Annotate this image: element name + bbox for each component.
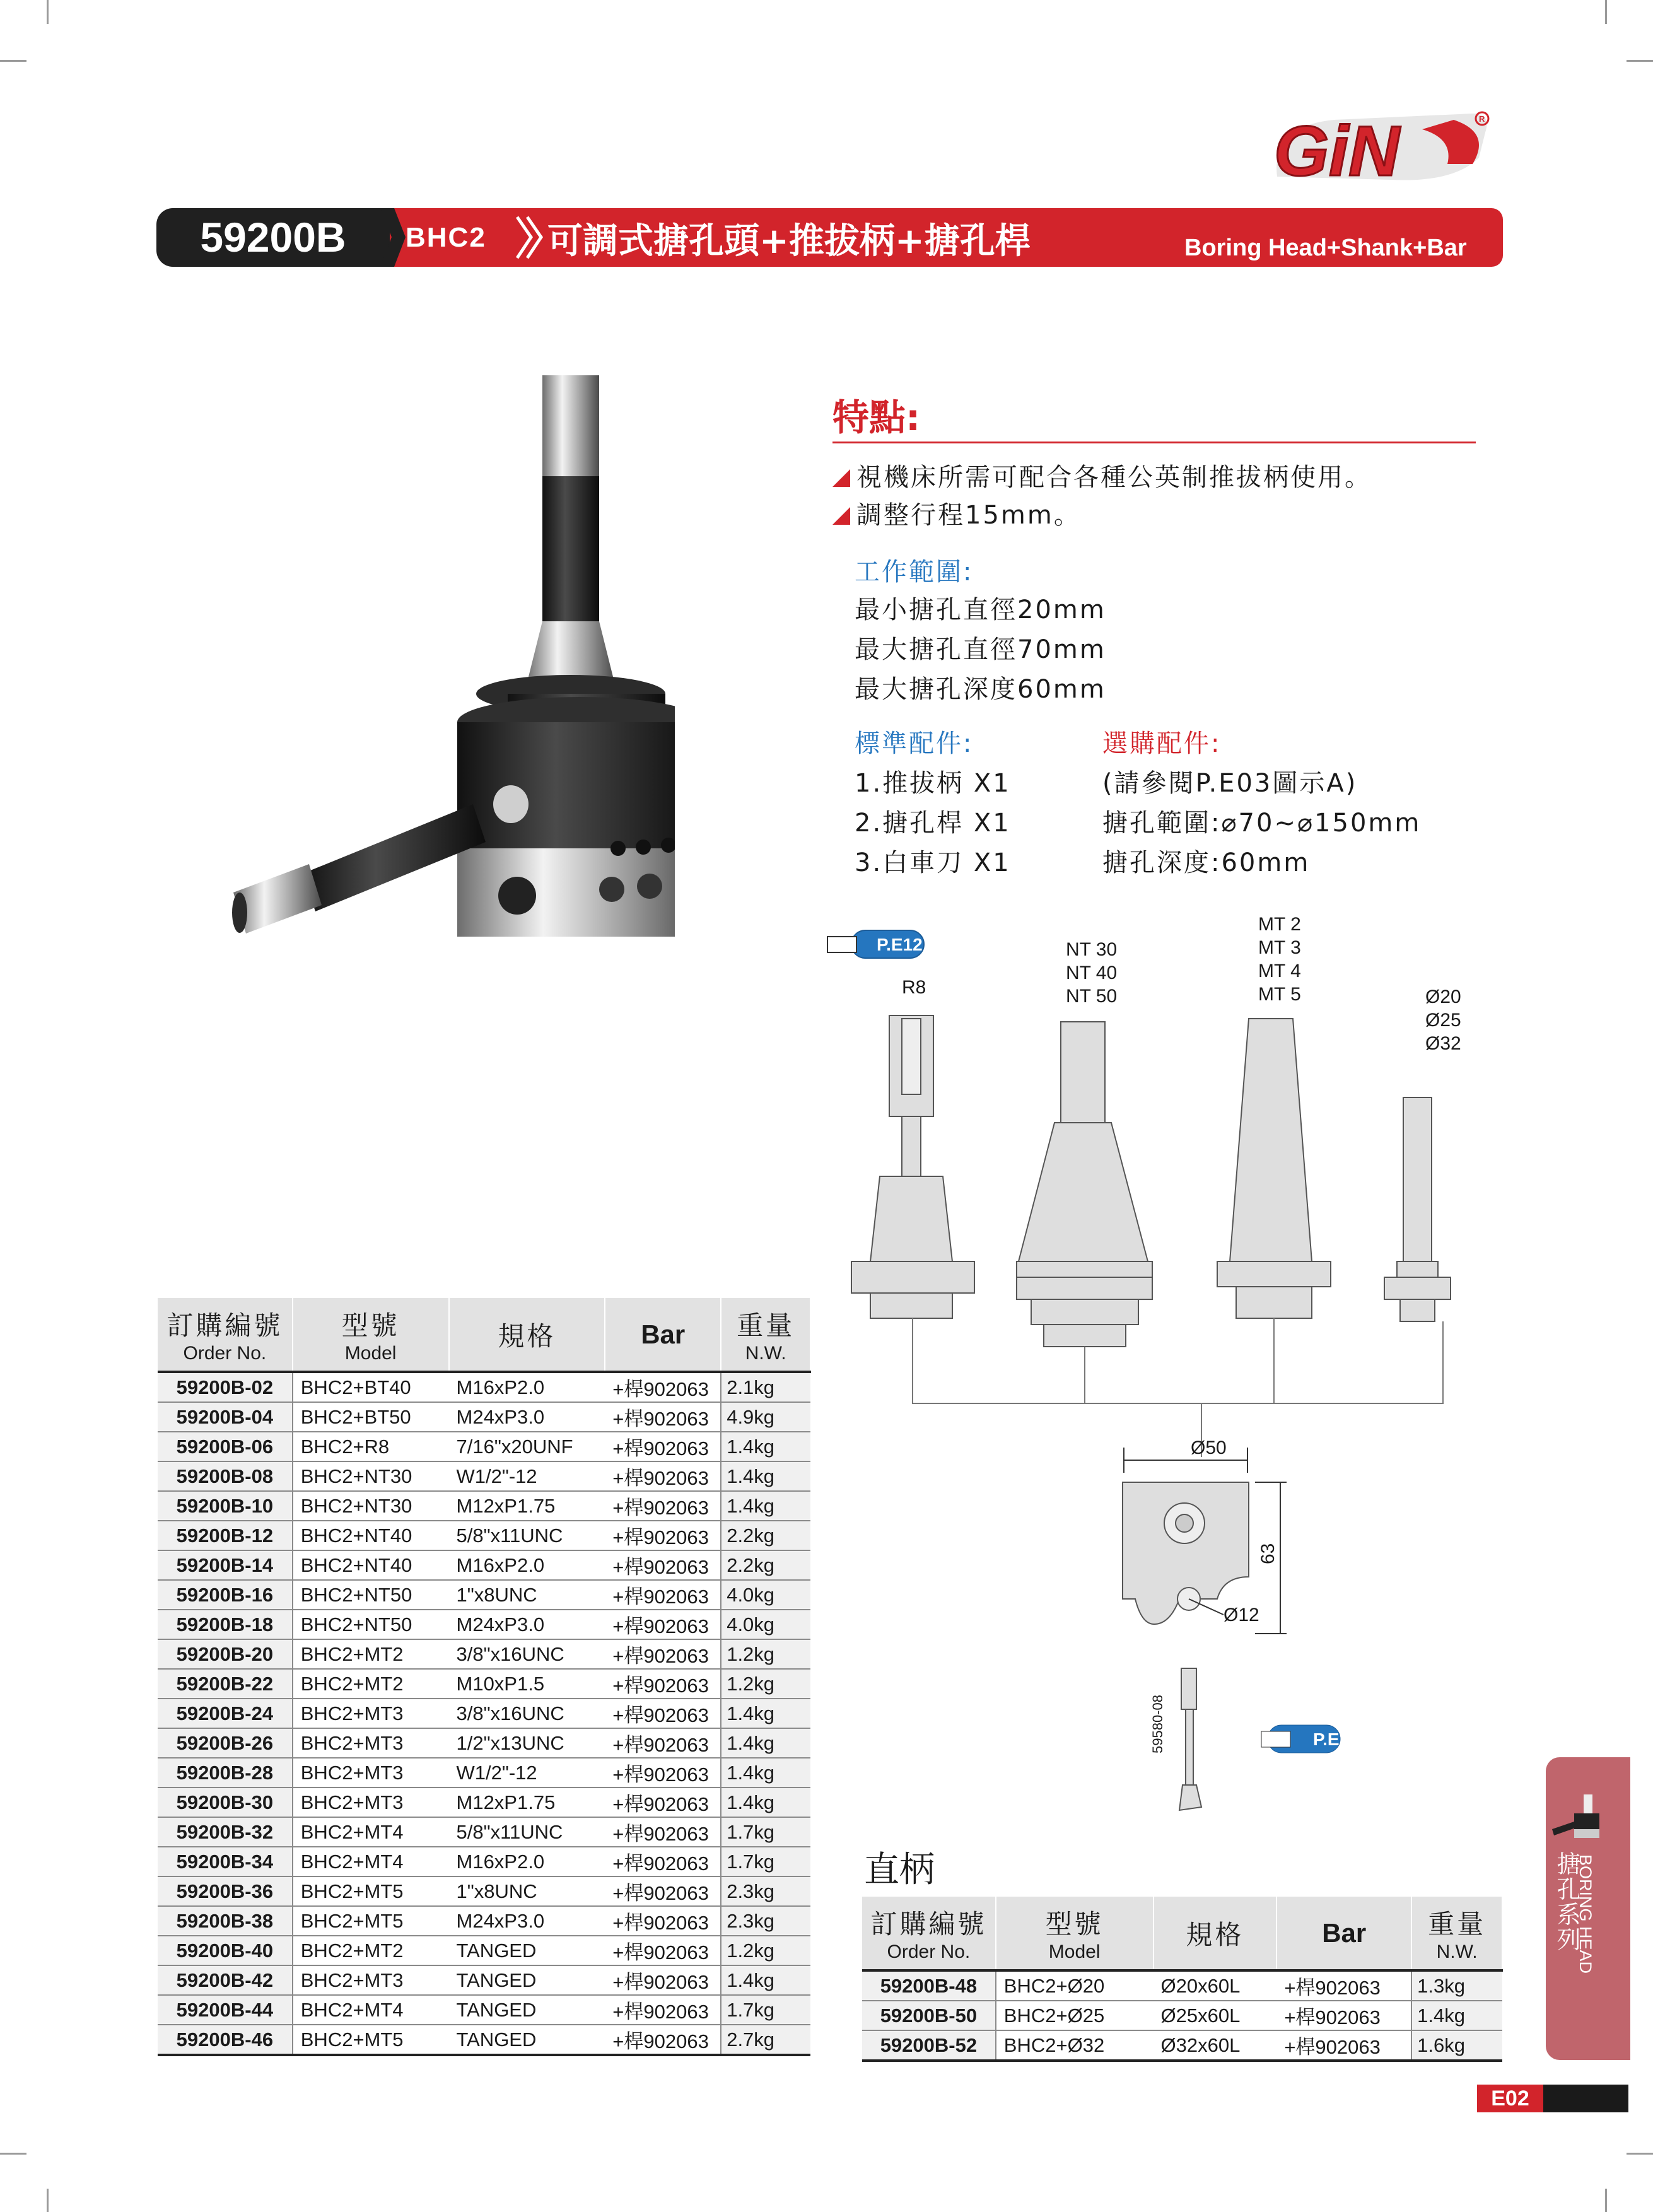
shank-label-straight: Ø32: [1425, 1033, 1461, 1054]
order-no-cell: 59200B-08: [158, 1461, 293, 1491]
page-number: E02: [1477, 2085, 1543, 2112]
standard-accessory: 3.白車刀 X1: [855, 848, 1011, 877]
table-row: [158, 1965, 810, 1995]
side-tab-english: BORING HEAD: [1576, 1854, 1595, 1974]
table-row: [862, 2030, 1502, 2061]
order-no-cell: 59200B-50: [862, 2001, 996, 2030]
spec-cell: W1/2"-12: [449, 1461, 605, 1491]
page-ref-e12: P.E12: [877, 935, 923, 954]
title-banner: [156, 208, 1503, 267]
weight-cell: 1.6kg: [1411, 2030, 1502, 2061]
bar-cell: +桿902063: [1276, 2001, 1411, 2030]
standard-accessories-title: 標準配件:: [855, 729, 974, 758]
order-no-cell: 59200B-10: [158, 1491, 293, 1521]
order-no-cell: 59200B-14: [158, 1550, 293, 1580]
model-cell: BHC2+NT40: [293, 1550, 449, 1580]
table-row: [158, 1817, 810, 1847]
page-ref-e26: P.E26: [1313, 1729, 1359, 1749]
spec-cell: TANGED: [449, 2025, 605, 2055]
shank-label-nt: NT 30: [1066, 939, 1118, 960]
table-row: [158, 1432, 810, 1461]
bar-cell: +桿902063: [605, 1847, 721, 1876]
feature-bullet: 視機床所需可配合各種公英制推拔柄使用。: [832, 457, 1372, 493]
weight-cell: 2.7kg: [721, 2025, 810, 2055]
weight-cell: 4.9kg: [721, 1402, 810, 1432]
model-cell: BHC2+MT2: [293, 1936, 449, 1965]
shank-label-straight: Ø20: [1425, 986, 1461, 1007]
shank-label-mt: MT 5: [1258, 984, 1301, 1005]
weight-cell: 1.4kg: [721, 1965, 810, 1995]
table-row: [158, 1610, 810, 1639]
bar-cell: +桿902063: [605, 1491, 721, 1521]
bar-cell: +桿902063: [605, 1758, 721, 1788]
spec-cell: Ø32x60L: [1154, 2030, 1277, 2061]
weight-cell: 2.2kg: [721, 1550, 810, 1580]
weight-cell: 4.0kg: [721, 1610, 810, 1639]
page-ref-badge: [1261, 1725, 1359, 1753]
optional-accessory: (請參閱P.E03圖示A): [1102, 769, 1358, 798]
spec-cell: M24xP3.0: [449, 1402, 605, 1432]
order-no-cell: 59200B-34: [158, 1847, 293, 1876]
col-bar: Bar: [605, 1298, 721, 1372]
bar-cell: +桿902063: [605, 1610, 721, 1639]
col-spec: 規格: [1154, 1897, 1277, 1970]
col-weight: 重量 N.W.: [721, 1298, 810, 1372]
double-chevron-icon: [515, 214, 546, 260]
feature-bullet: 調整行程15mm。: [832, 495, 1081, 531]
model-cell: BHC2+MT2: [293, 1669, 449, 1699]
spec-cell: W1/2"-12: [449, 1758, 605, 1788]
weight-cell: 1.7kg: [721, 1817, 810, 1847]
crop-mark: [1605, 2189, 1607, 2212]
crop-mark: [1627, 2153, 1653, 2155]
bar-code: 59580-08: [1150, 1695, 1165, 1753]
weight-cell: 1.2kg: [721, 1669, 810, 1699]
shank-label-straight: Ø25: [1425, 1010, 1461, 1031]
bar-cell: +桿902063: [605, 1372, 721, 1402]
title-english: Boring Head+Shank+Bar: [1184, 235, 1467, 261]
bar-cell: +桿902063: [605, 1699, 721, 1728]
bar-cell: +桿902063: [605, 1550, 721, 1580]
spec-cell: 1"x8UNC: [449, 1876, 605, 1906]
col-order-no: 訂購編號 Order No.: [862, 1897, 996, 1970]
table-row: [862, 2001, 1502, 2030]
col-spec: 規格: [449, 1298, 605, 1372]
table-row: [158, 1995, 810, 2025]
model-cell: BHC2+MT3: [293, 1758, 449, 1788]
dim-height: 63: [1258, 1543, 1278, 1564]
weight-cell: 2.3kg: [721, 1906, 810, 1936]
weight-cell: 1.4kg: [721, 1758, 810, 1788]
weight-cell: 2.3kg: [721, 1876, 810, 1906]
bar-cell: +桿902063: [605, 1580, 721, 1610]
order-no-cell: 59200B-46: [158, 2025, 293, 2055]
model-cell: BHC2+MT5: [293, 1906, 449, 1936]
spec-cell: 1"x8UNC: [449, 1580, 605, 1610]
title-chinese: 可調式搪孔頭+推拔柄+搪孔桿: [547, 221, 1031, 262]
dim-width: Ø50: [1191, 1437, 1227, 1458]
brand-logo: [1265, 101, 1498, 196]
table-row: [158, 1788, 810, 1817]
weight-cell: 1.7kg: [721, 1847, 810, 1876]
table-row: [158, 1906, 810, 1936]
side-tab-chinese: 搪孔系列: [1553, 1851, 1580, 1952]
order-no-cell: 59200B-24: [158, 1699, 293, 1728]
model-cell: BHC2+NT30: [293, 1461, 449, 1491]
model-cell: BHC2+R8: [293, 1432, 449, 1461]
weight-cell: 1.4kg: [721, 1461, 810, 1491]
order-no-cell: 59200B-44: [158, 1995, 293, 2025]
bar-cell: +桿902063: [605, 1965, 721, 1995]
weight-cell: 4.0kg: [721, 1580, 810, 1610]
product-model: BHC2: [406, 222, 486, 253]
order-no-cell: 59200B-48: [862, 1970, 996, 2001]
dim-bore: Ø12: [1224, 1605, 1259, 1625]
col-model: 型號 Model: [996, 1897, 1154, 1970]
table-row: [158, 1758, 810, 1788]
bar-cell: +桿902063: [605, 1432, 721, 1461]
spec-cell: 1/2"x13UNC: [449, 1728, 605, 1758]
spec-cell: Ø25x60L: [1154, 2001, 1277, 2030]
model-cell: BHC2+MT3: [293, 1699, 449, 1728]
order-no-cell: 59200B-52: [862, 2030, 996, 2061]
spec-cell: M16xP2.0: [449, 1372, 605, 1402]
order-no-cell: 59200B-30: [158, 1788, 293, 1817]
order-no-cell: 59200B-06: [158, 1432, 293, 1461]
optional-accessories-title: 選購配件:: [1102, 729, 1222, 758]
crop-mark: [47, 2189, 49, 2212]
bar-cell: +桿902063: [605, 1906, 721, 1936]
model-cell: BHC2+MT3: [293, 1728, 449, 1758]
spec-cell: 3/8"x16UNC: [449, 1699, 605, 1728]
svg-text:R: R: [1479, 114, 1485, 124]
bar-cell: +桿902063: [605, 1669, 721, 1699]
order-no-cell: 59200B-28: [158, 1758, 293, 1788]
shank-label-r8: R8: [902, 977, 926, 998]
spec-cell: 5/8"x11UNC: [449, 1521, 605, 1550]
model-cell: BHC2+MT4: [293, 1847, 449, 1876]
model-cell: BHC2+MT4: [293, 1817, 449, 1847]
model-cell: BHC2+MT5: [293, 1876, 449, 1906]
bar-cell: +桿902063: [605, 1728, 721, 1758]
table-row: [158, 1847, 810, 1876]
table-row: [158, 1699, 810, 1728]
table-row: [158, 2025, 810, 2055]
range-item: 最小搪孔直徑20mm: [855, 595, 1106, 624]
table-header-row: [862, 1897, 1502, 1970]
product-code: 59200B: [156, 208, 390, 267]
table-row: [158, 1639, 810, 1669]
triangle-bullet-icon: [832, 469, 850, 487]
order-table: [158, 1298, 811, 2056]
bar-cell: +桿902063: [1276, 1970, 1411, 2001]
table-row: [158, 1521, 810, 1550]
crop-mark: [0, 2153, 26, 2155]
table-row: [158, 1876, 810, 1906]
model-cell: BHC2+NT30: [293, 1491, 449, 1521]
banner-arrow: [380, 208, 406, 267]
spec-cell: M24xP3.0: [449, 1906, 605, 1936]
weight-cell: 1.4kg: [1411, 2001, 1502, 2030]
order-no-cell: 59200B-36: [158, 1876, 293, 1906]
spec-cell: M24xP3.0: [449, 1610, 605, 1639]
bar-cell: +桿902063: [605, 1402, 721, 1432]
weight-cell: 1.3kg: [1411, 1970, 1502, 2001]
table-row: [158, 1372, 810, 1402]
weight-cell: 1.7kg: [721, 1995, 810, 2025]
spec-cell: Ø20x60L: [1154, 1970, 1277, 2001]
model-cell: BHC2+NT40: [293, 1521, 449, 1550]
product-photo: [221, 369, 675, 962]
col-model: 型號 Model: [293, 1298, 449, 1372]
weight-cell: 1.4kg: [721, 1432, 810, 1461]
model-cell: BHC2+MT3: [293, 1788, 449, 1817]
model-cell: BHC2+MT2: [293, 1639, 449, 1669]
spec-cell: 7/16"x20UNF: [449, 1432, 605, 1461]
crop-mark: [1627, 60, 1653, 62]
table-row: [158, 1461, 810, 1491]
col-weight: 重量 N.W.: [1411, 1897, 1502, 1970]
bar-cell: +桿902063: [605, 1521, 721, 1550]
table-row: [862, 1970, 1502, 2001]
bar-cell: +桿902063: [605, 1936, 721, 1965]
straight-shank-table: [862, 1897, 1503, 2062]
spec-cell: M12xP1.75: [449, 1491, 605, 1521]
spec-cell: M12xP1.75: [449, 1788, 605, 1817]
spec-cell: TANGED: [449, 1965, 605, 1995]
order-no-cell: 59200B-42: [158, 1965, 293, 1995]
crop-mark: [47, 0, 49, 24]
model-cell: BHC2+MT5: [293, 2025, 449, 2055]
bar-cell: +桿902063: [605, 1995, 721, 2025]
features-title: 特點:: [832, 396, 921, 439]
bar-cell: +桿902063: [605, 1461, 721, 1491]
model-cell: BHC2+Ø20: [996, 1970, 1154, 2001]
col-bar: Bar: [1276, 1897, 1411, 1970]
spec-cell: M16xP2.0: [449, 1550, 605, 1580]
model-cell: BHC2+BT50: [293, 1402, 449, 1432]
table-header-row: [158, 1298, 810, 1372]
shank-drawing: [820, 908, 1533, 1817]
range-title: 工作範圍:: [855, 558, 974, 587]
weight-cell: 1.4kg: [721, 1788, 810, 1817]
model-cell: BHC2+MT3: [293, 1965, 449, 1995]
shank-label-mt: MT 2: [1258, 914, 1301, 935]
shank-label-mt: MT 3: [1258, 937, 1301, 958]
col-order-no: 訂購編號 Order No.: [158, 1298, 293, 1372]
spec-cell: 5/8"x11UNC: [449, 1817, 605, 1847]
order-no-cell: 59200B-20: [158, 1639, 293, 1669]
standard-accessory: 2.搪孔桿 X1: [855, 809, 1011, 838]
weight-cell: 1.2kg: [721, 1936, 810, 1965]
model-cell: BHC2+MT4: [293, 1995, 449, 2025]
bar-cell: +桿902063: [605, 1788, 721, 1817]
bar-cell: +桿902063: [1276, 2030, 1411, 2061]
range-item: 最大搪孔深度60mm: [855, 675, 1106, 704]
straight-shank-title: 直柄: [864, 1849, 935, 1890]
svg-text:GiN: GiN: [1274, 112, 1400, 190]
model-cell: BHC2+Ø25: [996, 2001, 1154, 2030]
shank-label-nt: NT 50: [1066, 986, 1118, 1007]
order-no-cell: 59200B-02: [158, 1372, 293, 1402]
spec-cell: M16xP2.0: [449, 1847, 605, 1876]
boring-head-icon: [1549, 1791, 1606, 1842]
table-row: [158, 1491, 810, 1521]
shank-label-mt: MT 4: [1258, 961, 1301, 981]
page-ref-badge: [827, 930, 924, 958]
table-row: [158, 1402, 810, 1432]
order-no-cell: 59200B-38: [158, 1906, 293, 1936]
spec-cell: TANGED: [449, 1995, 605, 2025]
standard-accessory: 1.推拔柄 X1: [855, 769, 1011, 798]
bar-cell: +桿902063: [605, 1876, 721, 1906]
table-row: [158, 1580, 810, 1610]
triangle-bullet-icon: [832, 507, 850, 525]
spec-cell: TANGED: [449, 1936, 605, 1965]
order-no-cell: 59200B-40: [158, 1936, 293, 1965]
spec-cell: M10xP1.5: [449, 1669, 605, 1699]
bar-cell: +桿902063: [605, 2025, 721, 2055]
model-cell: BHC2+NT50: [293, 1610, 449, 1639]
order-no-cell: 59200B-32: [158, 1817, 293, 1847]
shank-label-nt: NT 40: [1066, 963, 1118, 983]
weight-cell: 2.1kg: [721, 1372, 810, 1402]
crop-mark: [1605, 0, 1607, 24]
bar-cell: +桿902063: [605, 1639, 721, 1669]
table-row: [158, 1550, 810, 1580]
divider: [832, 442, 1476, 443]
model-cell: BHC2+Ø32: [996, 2030, 1154, 2061]
table-row: [158, 1936, 810, 1965]
range-item: 最大搪孔直徑70mm: [855, 635, 1106, 664]
spec-cell: 3/8"x16UNC: [449, 1639, 605, 1669]
table-row: [158, 1669, 810, 1699]
crop-mark: [0, 60, 26, 62]
order-no-cell: 59200B-04: [158, 1402, 293, 1432]
order-no-cell: 59200B-22: [158, 1669, 293, 1699]
order-no-cell: 59200B-26: [158, 1728, 293, 1758]
weight-cell: 2.2kg: [721, 1521, 810, 1550]
weight-cell: 1.4kg: [721, 1699, 810, 1728]
order-no-cell: 59200B-16: [158, 1580, 293, 1610]
weight-cell: 1.4kg: [721, 1491, 810, 1521]
table-row: [158, 1728, 810, 1758]
weight-cell: 1.4kg: [721, 1728, 810, 1758]
order-no-cell: 59200B-18: [158, 1610, 293, 1639]
weight-cell: 1.2kg: [721, 1639, 810, 1669]
optional-accessory: 搪孔範圍:⌀70~⌀150mm: [1102, 809, 1422, 838]
order-no-cell: 59200B-12: [158, 1521, 293, 1550]
model-cell: BHC2+BT40: [293, 1372, 449, 1402]
optional-accessory: 搪孔深度:60mm: [1102, 848, 1311, 877]
bar-cell: +桿902063: [605, 1817, 721, 1847]
model-cell: BHC2+NT50: [293, 1580, 449, 1610]
